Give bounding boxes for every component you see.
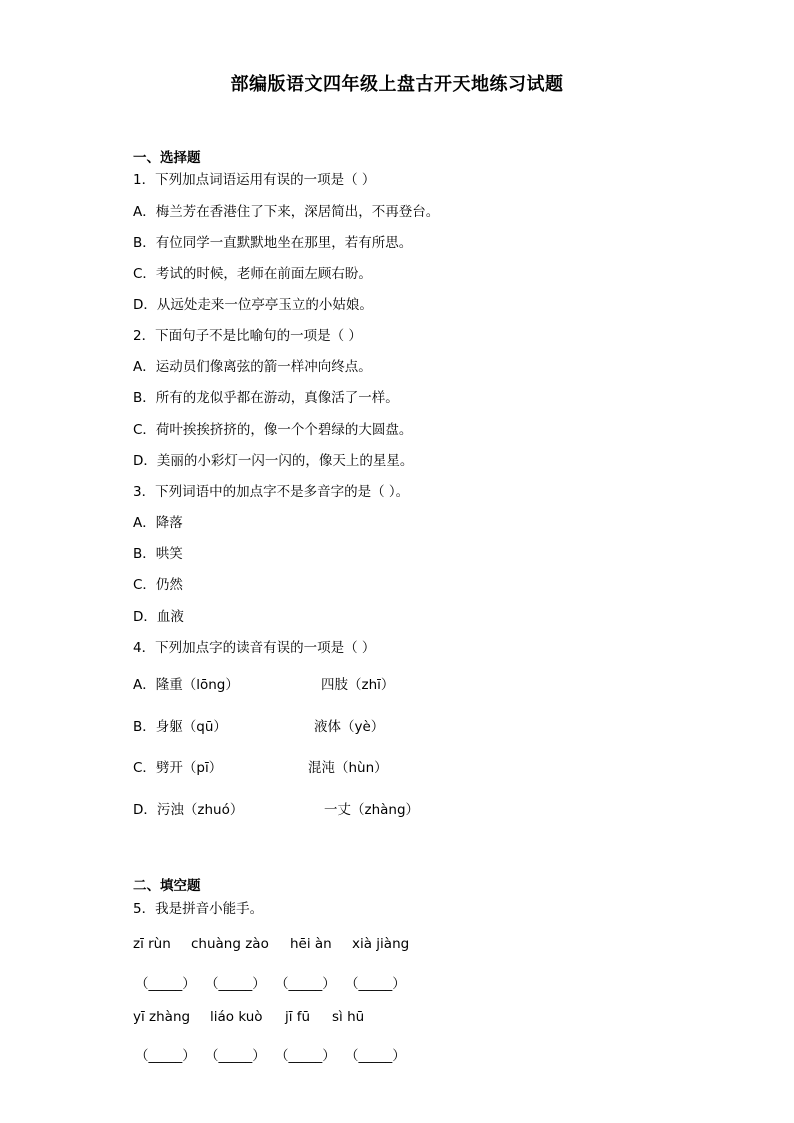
pinyin-row2-item1: yī zhàng xyxy=(133,1009,191,1025)
question-4-option-a xyxy=(133,676,395,694)
pinyin-row1-item2: chuàng zào xyxy=(191,936,269,952)
answer-blank-3[interactable]: （_____） xyxy=(275,976,336,992)
option-b-left: B．身躯（qū） xyxy=(133,719,227,735)
answer-blank-5[interactable]: （_____） xyxy=(135,1048,196,1064)
question-4-stem: 4．下列加点字的读音有误的一项是（ ） xyxy=(133,640,376,656)
answer-blank-6[interactable]: （_____） xyxy=(205,1048,266,1064)
question-2-option-b: B．所有的龙似乎都在游动，真像活了一样。 xyxy=(133,390,399,406)
question-4-option-d xyxy=(133,801,420,819)
pinyin-row1-item4: xià jiàng xyxy=(352,936,410,952)
option-c-right: 混沌（hùn） xyxy=(308,760,388,776)
answer-blank-2[interactable]: （_____） xyxy=(205,976,266,992)
pinyin-row2-item2: liáo kuò xyxy=(210,1009,263,1025)
pinyin-row1-item1: zī rùn xyxy=(133,936,171,952)
option-a-left: A．隆重（lōng） xyxy=(133,677,239,693)
section-heading-choice: 一、选择题 xyxy=(133,150,201,166)
question-3-option-c: C．仍然 xyxy=(133,577,183,593)
question-2-option-a: A．运动员们像离弦的箭一样冲向终点。 xyxy=(133,359,372,375)
option-d-right: 一丈（zhàng） xyxy=(324,802,420,818)
section-heading-fill: 二、填空题 xyxy=(133,878,201,894)
option-a-right: 四肢（zhī） xyxy=(321,677,395,693)
question-3-option-a: A．降落 xyxy=(133,515,183,531)
question-4-option-c xyxy=(133,759,388,777)
option-b-right: 液体（yè） xyxy=(314,719,385,735)
answer-blank-4[interactable]: （_____） xyxy=(345,976,406,992)
question-1-option-c: C．考试的时候，老师在前面左顾右盼。 xyxy=(133,266,372,282)
answer-blank-1[interactable]: （_____） xyxy=(135,976,196,992)
question-3-option-d: D．血液 xyxy=(133,609,184,625)
page-title: 部编版语文四年级上盘古开天地练习试题 xyxy=(230,74,564,95)
option-c-left: C．劈开（pī） xyxy=(133,760,223,776)
answer-blank-8[interactable]: （_____） xyxy=(345,1048,406,1064)
question-2-option-d: D．美丽的小彩灯一闪一闪的，像天上的星星。 xyxy=(133,453,414,469)
question-1-stem: 1．下列加点词语运用有误的一项是（ ） xyxy=(133,172,376,188)
answer-blank-7[interactable]: （_____） xyxy=(275,1048,336,1064)
question-3-option-b: B．哄笑 xyxy=(133,546,183,562)
question-1-option-a: A．梅兰芳在香港住了下来，深居简出，不再登台。 xyxy=(133,204,440,220)
question-4-option-b xyxy=(133,718,385,736)
pinyin-row1-item3: hēi àn xyxy=(290,936,332,952)
option-d-left: D．污浊（zhuó） xyxy=(133,802,244,818)
question-5-stem: 5．我是拼音小能手。 xyxy=(133,901,264,917)
question-1-option-b: B．有位同学一直默默地坐在那里，若有所思。 xyxy=(133,235,413,251)
pinyin-row2-item3: jī fū xyxy=(285,1009,311,1025)
pinyin-row2-item4: sì hū xyxy=(332,1009,365,1025)
question-3-stem: 3．下列词语中的加点字不是多音字的是（ ）。 xyxy=(133,484,410,500)
question-1-option-d: D．从远处走来一位亭亭玉立的小姑娘。 xyxy=(133,297,373,313)
question-2-option-c: C．荷叶挨挨挤挤的，像一个个碧绿的大圆盘。 xyxy=(133,422,413,438)
question-2-stem: 2．下面句子不是比喻句的一项是（ ） xyxy=(133,328,362,344)
